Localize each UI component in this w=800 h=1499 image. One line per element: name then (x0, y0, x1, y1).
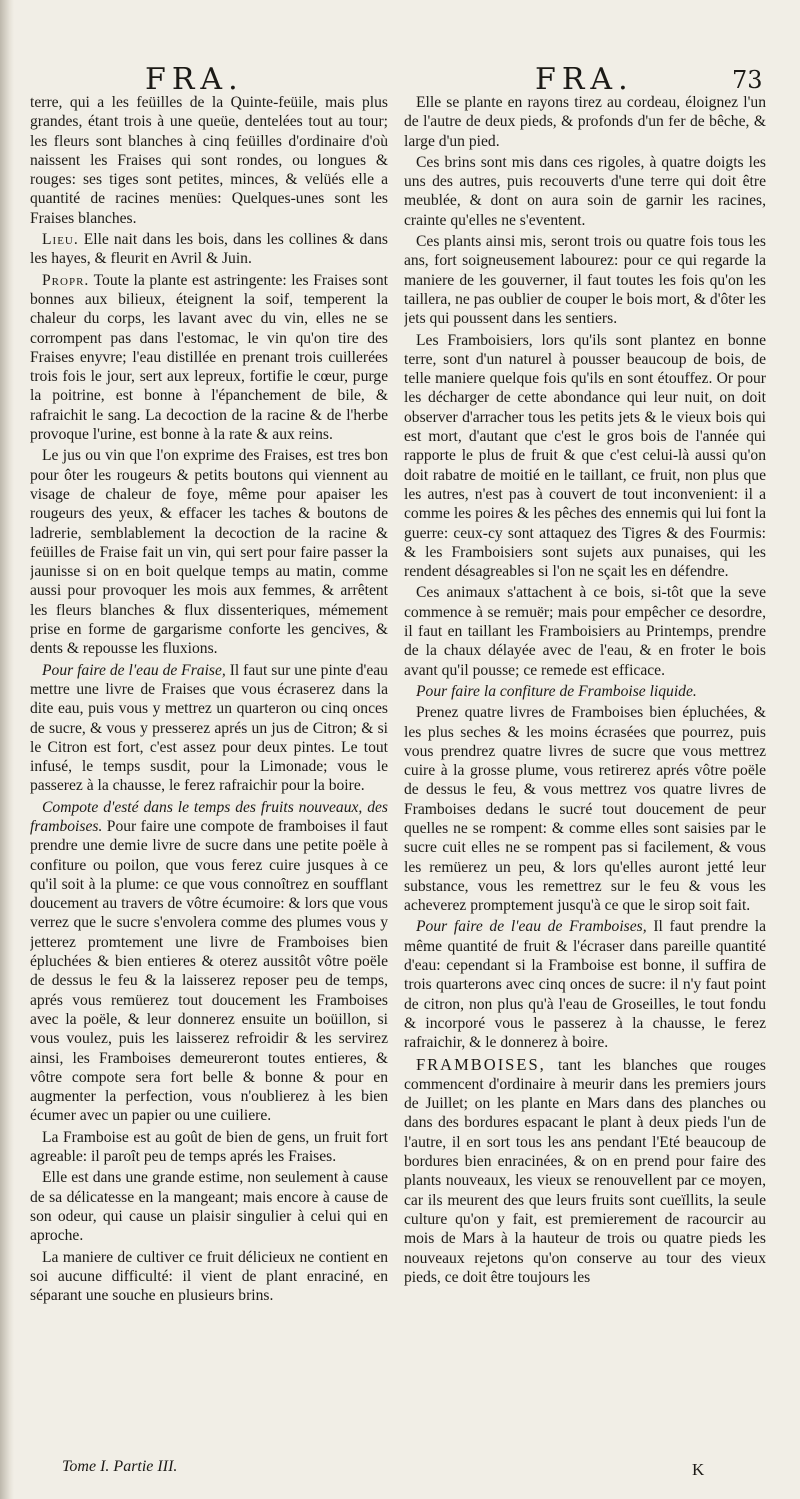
paragraph (30, 93, 388, 228)
paragraph-text: La Framboise est au goût de bien de gens, un fruit fort agreable: il paroît peu de temps aprés les Fraises. (30, 1128, 388, 1166)
paragraph (404, 917, 766, 1052)
paragraph-text: La maniere de cultiver ce fruit délicieux ne contient en soi aucune difficulté: il vient de plant enraciné, en séparant une souche en plusieurs brins. (30, 1248, 388, 1305)
paragraph-text: Il faut prendre la même quantité de fruit & l'écraser dans pareille quantité d'eau: cependant si la Framboise est bonne, il suffira de trois quarterons avec cinq onces de sucre: il n'y faut point de citron, non plus qu'à l'eau de Groseilles, le tout fondu & incorporé vous le passerez à la chausse, le ferez rafraichir, & le donnerez à boire. (404, 918, 766, 1052)
running-head-right: FRA. (535, 62, 634, 97)
paragraph (30, 1248, 388, 1306)
paragraph-text: Elle se plante en rayons tirez au cordeau, éloignez l'un de l'autre de deux pieds, & profonds d'un fer de bêche, & large d'un pied. (404, 94, 766, 150)
paragraph (404, 153, 766, 230)
paragraph-lead: Lieu. (42, 231, 79, 249)
paragraph (30, 1168, 388, 1245)
paragraph-text: Ces plants ainsi mis, seront trois ou quatre fois tous les ans, fort soigneusement labourez: pour ce qui regarde la maniere de les gouverner, il faut toutes les fois qu'on les taillera, ne pas oublier de couper le bois mort, & d'ôter les jets qui poussent dans les sentiers. (404, 233, 766, 328)
paragraph-lead: Pour faire de l'eau de Fraise, (42, 661, 226, 679)
page-number: 73 (732, 66, 763, 94)
paragraph-text: Elle nait dans les bois, dans les collines & dans les hayes, & fleurit en Avril & Juin. (30, 231, 388, 268)
paragraph-text: terre, qui a les feüilles de la Quinte-feüile, mais plus grandes, étant trois à une queüe, dentelées tout au tour; les fleurs sont blanches à cinq feüilles d'ordinaire d'où naissent les Fraises qui sont rondes, ou longues & rouges: ses tiges sont petites, minces, & velüés elle a quantité de racines menües: Quelques-unes sont les Fraises blanches. (30, 94, 388, 227)
paragraph-text: Prenez quatre livres de Framboises bien épluchées, & les plus seches & les moins écrasées que pourrez, puis vous prendrez quatre livres de sucre que vous mettrez cuire à la grosse plume, vous retirerez aprés vôtre poële de dessus le feu, & vous mettrez vos quatre livres de Framboises dedans le sucré tout doucement de peur quelles ne se rompent: & comme elles sont saisies par le sucre cuit elles ne se rompent pas si facilement, & vous les remüerez un peu, & lors qu'elles auront jetté leur substance, vous les remettrez sur le feu & vous les acheverez promptement jusqu'à ce que le sirop soit fait. (404, 704, 766, 915)
page-edge-shadow (0, 0, 14, 1499)
paragraph (404, 682, 766, 701)
paragraph-lead: Compote d'esté dans le temps des fruits nouveaux, des framboises. (30, 798, 388, 835)
paragraph-lead: Pour faire la confiture de Framboise liquide. (416, 682, 697, 700)
volume-line: Tome I. Partie III. (62, 1458, 178, 1475)
paragraph-lead: Pour faire de l'eau de Framboises, (416, 918, 647, 936)
paragraph-text: Ces animaux s'attachent à ce bois, si-tôt que la seve commence à se remuër; mais pour empêcher ce desordre, il faut en taillant les Framboisiers au Printemps, prendre de la chaux délayée avec de l'eau, & en froter le bois avant qu'il pousse; ce remede est efficace. (404, 584, 766, 679)
running-head-left: FRA. (145, 62, 244, 97)
paragraph-text: Le jus ou vin que l'on exprime des Fraises, est tres bon pour ôter les rougeurs & petits boutons qui viennent au visage de chaleur de foye, même pour apaiser les rougeurs des yeux, & effacer les taches & boutons de ladrerie, semblablement la decoction de la racine & feüilles de Fraise fait un vin, qui sert pour faire passer la jaunisse si on en boit quelque temps au matin, comme aussi pour provoquer les mois aux femmes, & arrêtent les fleurs blanches & flux dissenteriques, mémement prise en forme de gargarisme conforte les gencives, & dents & repousse les fluxions. (30, 447, 388, 658)
paragraph (404, 703, 766, 915)
paragraph (404, 93, 766, 151)
paragraph (30, 1128, 388, 1167)
paragraph (30, 798, 388, 1126)
paragraph (30, 230, 388, 269)
page-footer (0, 1456, 800, 1486)
paragraph-text: tant les blanches que rouges commencent d'ordinaire à meurir dans les premiers jours de Juillet; on les plante en Mars dans des planches ou dans des bordures espacant le plant à deux pieds l'un de l'autre, il en sort tous les ans pendant l'Eté beaucoup de bordures bien enracinées, & on en prend pour faire des plants nouveaux, les vieux se renouvellent par ce moyen, car ils meurent des que leurs fruits sont cueïllits, la seule culture qu'on y fait, est premierement de racourcir au mois de Mars à la hauteur de trois ou quatre pieds les nouveaux rejetons qu'on conserve au tour des vieux pieds, ce doit être toujours les (404, 1056, 766, 1286)
paragraph (404, 583, 766, 679)
paragraph (404, 1055, 766, 1288)
paragraph (30, 271, 388, 445)
paragraph (30, 446, 388, 658)
paragraph (404, 331, 766, 582)
paragraph-text: Les Framboisiers, lors qu'ils sont plantez en bonne terre, sont d'un naturel à pousser beaucoup de bois, de telle maniere quelque fois qu'ils en sont étouffez. Or pour les décharger de cette abondance qui leur nuit, on doit observer d'arracher tous les petits jets & le vieux bois qui est mort, d'autant que c'est le gros bois de l'année qui rapporte le plus de fruit & que c'est celui-là aussi qu'on doit rabatre de moitié en le taillant, ce fruit, non plus que les autres, n'est pas à couvert de tout inconvenient: il a comme les poires & les pêches des ennemis qui lui font la guerre: ceux-cy sont attaquez des Tigres & des Fourmis: & les Framboisiers sont sujets aux punaises, qui les rendent désagreables si l'on ne sçait les en défendre. (404, 331, 766, 581)
paragraph-lead: FRAMBOISES, (416, 1054, 546, 1074)
paragraph-text: Il faut sur une pinte d'eau mettre une livre de Fraises que vous écraserez dans la dite eau, puis vous y mettrez un quarteron ou cinq onces de sucre, & vous y presserez aprés un jus de Citron; & si le Citron est fort, c'est assez pour deux pintes. Le tout infusé, le temps susdit, pour la Limonade; vous le passerez à la chausse, le ferez rafraichir pour la boire. (30, 661, 388, 795)
paragraph (404, 232, 766, 328)
paragraph-text: Elle est dans une grande estime, non seulement à cause de sa délicatesse en la mangeant; mais encore à cause de son odeur, qui cause un plaisir singulier à celui qui en aproche. (30, 1169, 388, 1245)
signature-mark: K (692, 1460, 705, 1479)
right-column (404, 93, 766, 1448)
left-column (30, 93, 388, 1448)
paragraph-text: Toute la plante est astringente: les Fraises sont bonnes aux bilieux, éteignent la soif, temperent la chaleur du corps, les lavant avec du vin, elles ne se corrompent pas dans l'estomac, le vin qu'on tire des Fraises enyvre; l'eau distillée en prenant trois cuillerées trois fois le jour, sert aux lepreux, fortifie le cœur, purge la poitrine, est bonne à l'épanchement de bile, & rafraichit le sang. La decoction de la racine & de l'herbe provoque l'urine, est bonne à la rate & aux reins. (30, 271, 388, 444)
paragraph-text: Pour faire une compote de framboises il faut prendre une demie livre de sucre dans une petite poële à confiture ou poilon, que vous ferez cuire jusques à ce qu'il soit à la plume: ce que vous connoîtrez en soufflant doucement au travers de vôtre écumoire: & lors que vous verrez que le sucre s'envolera comme des plumes vous y jetterez promtement une livre de Framboises bien épluchées & bien entieres & oterez aussitôt vôtre poële de dessus le feu & la laisserez reposer peu de temps, aprés vous remüerez tout doucement les Framboises avec la poële, & leur donnerez ensuite un boüillon, si vous voulez, puis les laisserez refroidir & les servirez ainsi, les Framboises demeureront toutes entieres, & vôtre compote sera fort belle & bonne & pour en augmenter la perfection, vous n'oublierez à les bien écumer avec un papier ou une cuiliere. (30, 817, 388, 1125)
paragraph (30, 661, 388, 796)
paragraph-text: Ces brins sont mis dans ces rigoles, à quatre doigts les uns des autres, puis recouverts d'une terre qui doit être meublée, & dont on aura soin de garnir les racines, crainte qu'elles ne s'eventent. (404, 153, 766, 229)
paragraph-lead: Propr. (42, 271, 90, 289)
